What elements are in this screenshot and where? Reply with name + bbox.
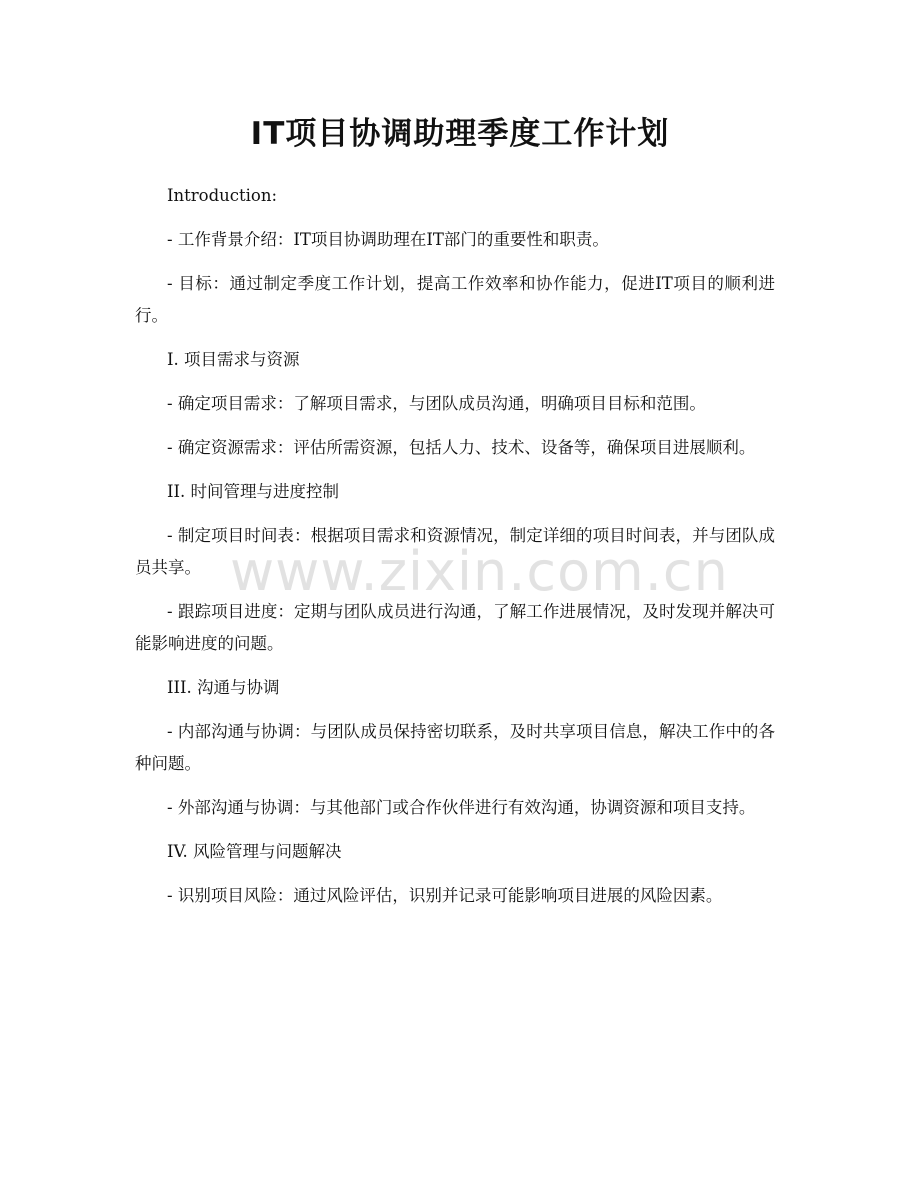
paragraph: - 识别项目风险：通过风险评估，识别并记录可能影响项目进展的风险因素。 [167,886,723,905]
watermark: www.zixin.com.cn [230,540,729,603]
paragraph: - 内部沟通与协调：与团队成员保持密切联系，及时共享项目信息，解决工作中的各种问题。 [135,722,775,773]
section-heading: III. 沟通与协调 [167,678,280,697]
section-heading: I. 项目需求与资源 [167,350,300,369]
paragraph: - 目标：通过制定季度工作计划，提高工作效率和协作能力，促进IT项目的顺利进行。 [135,274,775,325]
document-body [135,180,775,924]
document-title: IT项目协调助理季度工作计划 [250,116,670,152]
paragraph-introduction: Introduction: [167,186,278,205]
section-heading: IV. 风险管理与问题解决 [167,842,342,861]
paragraph: - 确定资源需求：评估所需资源，包括人力、技术、设备等，确保项目进展顺利。 [167,438,756,457]
paragraph: - 跟踪项目进度：定期与团队成员进行沟通，了解工作进展情况，及时发现并解决可能影响进度的问题。 [135,602,775,653]
paragraph: - 工作背景介绍：IT项目协调助理在IT部门的重要性和职责。 [167,230,609,249]
paragraph: - 确定项目需求：了解项目需求，与团队成员沟通，明确项目目标和范围。 [167,394,706,413]
section-heading: II. 时间管理与进度控制 [167,482,340,501]
paragraph: - 制定项目时间表：根据项目需求和资源情况，制定详细的项目时间表，并与团队成员共享。 [135,526,775,577]
paragraph: - 外部沟通与协调：与其他部门或合作伙伴进行有效沟通，协调资源和项目支持。 [167,798,756,817]
